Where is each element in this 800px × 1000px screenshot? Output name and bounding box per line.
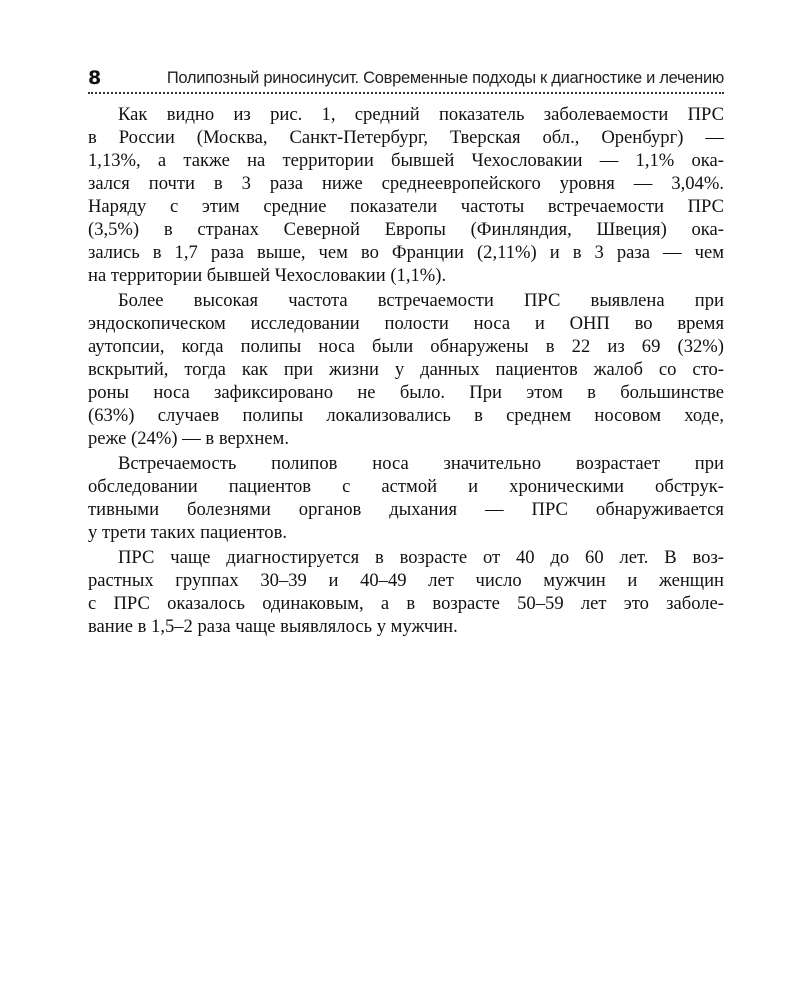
text-line: реже (24%) — в верхнем. (88, 428, 289, 449)
text-line: (3,5%) в странах Северной Европы (Финляндия, Швеция) ока- (88, 219, 724, 240)
text-line: (63%) случаев полипы локализовались в среднем носовом ходе, (88, 405, 724, 426)
paragraph (88, 546, 724, 638)
text-line: растных группах 30–39 и 40–49 лет число мужчин и женщин (88, 570, 724, 591)
running-title: Полипозный риносинусит. Современные подходы к диагностике и лечению (166, 69, 724, 87)
text-line: эндоскопическом исследовании полости носа и ОНП во время (88, 313, 724, 334)
text-line: обследовании пациентов с астмой и хроническими обструк- (88, 476, 724, 497)
paragraph (88, 452, 724, 544)
text-line: аутопсии, когда полипы носа были обнаружены в 22 из 69 (32%) (88, 336, 724, 357)
body-text (88, 103, 724, 640)
text-line: у трети таких пациентов. (88, 522, 288, 543)
paragraph (88, 289, 724, 450)
text-line: Как видно из рис. 1, средний показатель заболеваемости ПРС (118, 104, 724, 125)
text-line: ПРС чаще диагностируется в возрасте от 40 до 60 лет. В воз- (118, 547, 724, 568)
text-line: зался почти в 3 раза ниже среднеевропейского уровня — 3,04%. (88, 173, 724, 194)
page-number: 8 (88, 67, 102, 89)
text-line: зались в 1,7 раза выше, чем во Франции (2,11%) и в 3 раза — чем (88, 242, 724, 263)
text-line: Более высокая частота встречаемости ПРС выявлена при (118, 290, 724, 311)
text-line: с ПРС оказалось одинаковым, а в возрасте 50–59 лет это заболе- (88, 593, 724, 614)
text-line: в России (Москва, Санкт-Петербург, Тверская обл., Оренбург) — (88, 127, 724, 148)
text-line: Наряду с этим средние показатели частоты встречаемости ПРС (88, 196, 724, 217)
text-line: на территории бывшей Чехословакии (1,1%). (88, 265, 447, 286)
text-line: 1,13%, а также на территории бывшей Чехословакии — 1,1% ока- (88, 150, 724, 171)
text-line: вание в 1,5–2 раза чаще выявлялось у мужчин. (88, 616, 458, 637)
paragraph (88, 103, 724, 287)
page-header (88, 66, 724, 94)
text-line: роны носа зафиксировано не было. При этом в большинстве (88, 382, 724, 403)
text-line: Встречаемость полипов носа значительно возрастает при (118, 453, 724, 474)
text-line: вскрытий, тогда как при жизни у данных пациентов жалоб со сто- (88, 359, 724, 380)
text-line: тивными болезнями органов дыхания — ПРС обнаруживается (88, 499, 724, 520)
